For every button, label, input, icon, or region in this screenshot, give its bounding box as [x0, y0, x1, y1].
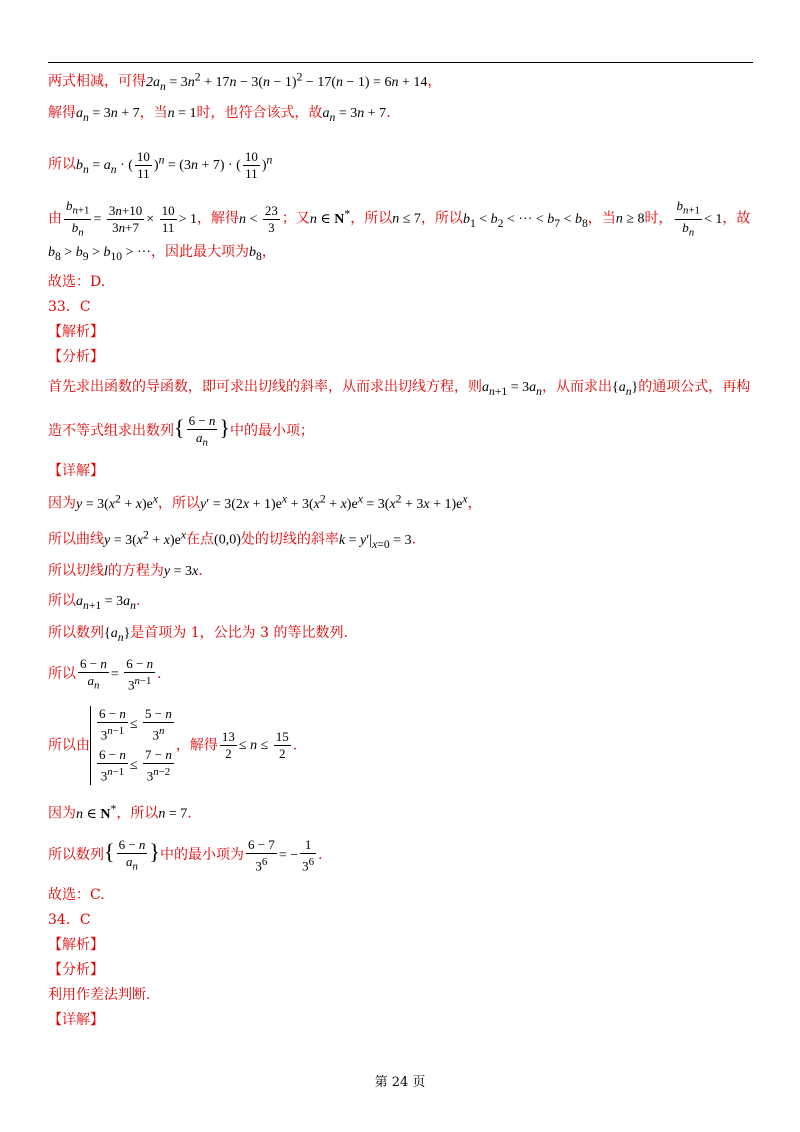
text: ，所以 — [420, 210, 463, 227]
text: . — [292, 737, 298, 754]
line-derivative — [48, 490, 482, 514]
text: . — [157, 666, 162, 682]
math-formula: n ≥ 8 — [615, 211, 645, 227]
text: 所以数列 — [48, 847, 104, 863]
text: 所以 — [48, 593, 76, 609]
text: 因为 — [48, 495, 76, 512]
line-slope — [48, 526, 416, 553]
math-formula: y = 3x — [163, 564, 199, 579]
text: 时， — [644, 210, 673, 227]
math-formula: $k = y'|_{x=0} = 3$ — [338, 532, 412, 551]
line-ratio — [48, 196, 750, 241]
text: . — [198, 563, 203, 579]
line-bn — [48, 140, 272, 189]
text: ， — [467, 495, 482, 512]
math-formula: $\frac{b_{n+1}}{b_n}$ = $\frac{3n+10}{3n+7}$ × $\frac{10}{11}$ > 1 — [66, 198, 198, 239]
text: . — [411, 531, 417, 548]
math-formula: $y = 3(x^2 + x)e^x$ — [76, 492, 159, 512]
math-formula: $b_1 < b_2$ < ··· < $b_7 < b_8$ — [462, 211, 588, 230]
line-max-term — [48, 243, 276, 266]
text: 所以切线 — [48, 563, 104, 579]
text: 所以曲线 — [48, 531, 104, 548]
text: ，解得 — [175, 737, 218, 754]
text: ，所以 — [350, 210, 393, 227]
text: . — [187, 805, 192, 822]
math-formula: $b_8$ — [249, 245, 262, 263]
question-number-34: 34．C — [48, 912, 91, 928]
answer-c: 故选：C. — [48, 887, 105, 903]
method-34: 利用作差法判断. — [48, 987, 151, 1003]
page-number: 第 24 页 — [374, 1075, 426, 1090]
text: . — [135, 593, 141, 609]
answer-d: 故选：D. — [48, 274, 106, 290]
text: ， — [261, 244, 276, 260]
math-formula: $a_n = 3n + 7$ — [76, 106, 140, 124]
math-formula: n = 1 — [167, 106, 197, 121]
header-rule — [48, 62, 753, 63]
math-formula: n ∈ N* — [309, 207, 351, 227]
math-formula: $2a_n = 3n^2 + 17n - 3(n - 1)^2 - 17(n - 1) = 6n + 14$ — [146, 70, 428, 93]
section-fenxi-34: 【分析】 — [48, 962, 104, 978]
text: 因为 — [48, 805, 76, 822]
text: 是首项为 1，公比为 3 的等比数列. — [130, 625, 348, 641]
line-geometric — [48, 624, 348, 647]
text: ，从而求出 — [541, 379, 612, 395]
text: 解得 — [48, 105, 76, 121]
line-general-term — [48, 654, 162, 695]
math-formula: $a_{n+1} = 3a_n$ — [482, 380, 542, 398]
math-formula: n = 7 — [158, 806, 188, 822]
text: ，当 — [587, 210, 616, 227]
text: ，当 — [139, 105, 168, 121]
math-formula: n < $\frac{23}{3}$ — [239, 202, 278, 235]
text: 中的最小项为 — [159, 847, 244, 863]
math-formula: { $\frac{6 - n}{a_n}$ } — [104, 836, 160, 873]
line-inequality-system — [48, 706, 297, 785]
section-detail-34: 【详解】 — [48, 1012, 104, 1028]
math-formula: $y = 3(x^2 + x)e^x$ — [104, 528, 187, 548]
section-detail: 【详解】 — [48, 463, 104, 479]
section-analysis: 【解析】 — [48, 324, 104, 340]
math-formula: (0,0) — [214, 532, 241, 548]
text: 所以由 — [48, 737, 90, 754]
text: 两式相减，可得 — [48, 73, 146, 90]
line-solve-an — [48, 104, 391, 127]
text: 中的最小项； — [229, 423, 314, 439]
math-formula: $\frac{6 - n}{a_n}$ = $\frac{6 - n}{3^{n-1}}$ — [80, 655, 154, 693]
text: 时，也符合该式，故 — [196, 105, 323, 121]
line-n-equals-7 — [48, 800, 192, 824]
math-formula: { $\frac{6 - n}{a_n}$ } — [174, 412, 230, 449]
math-formula: $\frac{6 - 7}{3^6}$ = − $\frac{1}{3^6}$ — [247, 837, 315, 874]
math-formula: $a_{n+1} = 3a_n$ — [76, 594, 136, 612]
text: 在点 — [186, 531, 215, 548]
math-formula: $a_n = 3n + 7$ — [322, 106, 387, 124]
text: 的通项公式，再构 — [638, 379, 751, 395]
math-formula: $b_n = a_n$ · ( $\frac{10}{11}$ )$^n$ = (3n + 7) · ( $\frac{10}{11}$ )$^n$ — [76, 148, 273, 181]
line-tangent — [48, 562, 203, 581]
math-formula: $\{a_n\}$ — [611, 380, 639, 398]
text: ，故 — [722, 210, 751, 227]
section-fenxi: 【分析】 — [48, 349, 104, 365]
line-min-term — [48, 832, 322, 876]
text: ，所以 — [116, 805, 159, 822]
question-number-33: 33．C — [48, 299, 91, 315]
text: ， — [427, 73, 442, 90]
line-construct — [48, 408, 314, 452]
text: 处的切线的斜率 — [240, 531, 339, 548]
math-formula: $b_8 > b_9 > b_{10}$ > ··· — [48, 245, 152, 263]
text: 所以 — [48, 156, 76, 173]
math-formula: $\frac{b_{n+1}}{b_n}$ < 1 — [676, 198, 723, 239]
text: ，因此最大项为 — [151, 244, 250, 260]
text: 造不等式组求出数列 — [48, 423, 174, 439]
math-formula: $\frac{13}{2}$ ≤ n ≤ $\frac{15}{2}$ — [221, 728, 289, 761]
math-system: $\frac{6 - n}{3^{n-1}}$ ≤ $\frac{5 - n}{3^n}$ $\frac{6 - n}{3^{n-1}}$ ≤ $\frac{7 - n}{3^{n-2}}$ — [90, 706, 176, 785]
text: 的方程为 — [107, 563, 164, 579]
line-subtract — [48, 68, 441, 95]
text: ；又 — [281, 210, 310, 227]
math-formula: $y' = 3(2x + 1)e^x + 3(x^2 + x)e^x = 3(x^2 + 3x + 1)e^x$ — [200, 492, 468, 512]
text: . — [386, 105, 391, 121]
text: ，解得 — [197, 210, 240, 227]
line-recurrence — [48, 592, 140, 615]
math-formula: $\{a_n\}$ — [104, 626, 131, 644]
text: . — [318, 847, 323, 863]
text: 所以数列 — [48, 625, 104, 641]
text: 由 — [48, 210, 62, 227]
text: 所以 — [48, 666, 76, 682]
section-analysis-34: 【解析】 — [48, 937, 104, 953]
text: ，所以 — [158, 495, 201, 512]
line-method — [48, 378, 750, 401]
math-formula: l — [104, 564, 108, 579]
math-formula: n ∈ N* — [76, 802, 117, 822]
math-formula: n ≤ 7 — [392, 211, 421, 227]
text: 首先求出函数的导函数，即可求出切线的斜率，从而求出切线方程，则 — [48, 379, 482, 395]
